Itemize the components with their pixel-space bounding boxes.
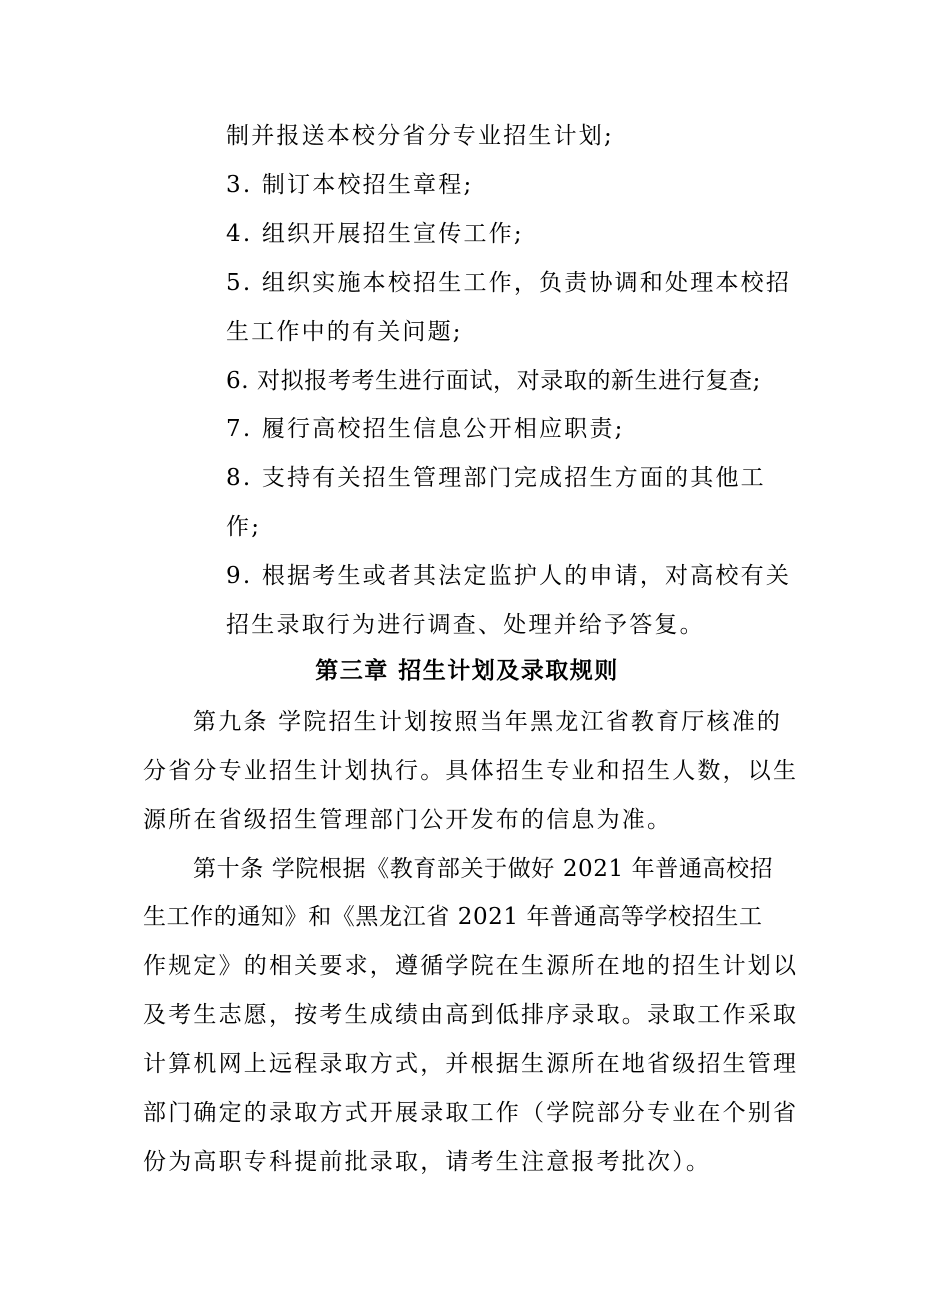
list-item-5-line-1: 5. 组织实施本校招生工作，负责协调和处理本校招 [226,270,792,296]
list-item-9-line-1: 9. 根据考生或者其法定监护人的申请，对高校有关 [226,563,792,589]
article-10-line-4: 及考生志愿，按考生成绩由高到低排序录取。录取工作采取 [143,1002,799,1028]
article-10-line-6: 部门确定的录取方式开展录取工作（学院部分专业在个别省 [143,1100,799,1126]
article-9-line-1: 第九条 学院招生计划按照当年黑龙江省教育厅核准的 [193,709,783,735]
list-item-2-continuation: 制并报送本校分省分专业招生计划; [226,123,614,149]
article-10-line-7: 份为高职专科提前批录取，请考生注意报考批次）。 [143,1149,712,1175]
list-item-5-line-2: 生工作中的有关问题; [226,319,463,345]
article-10-line-5: 计算机网上远程录取方式，并根据生源所在地省级招生管理 [143,1051,799,1077]
list-item-8-line-1: 8. 支持有关招生管理部门完成招生方面的其他工 [226,465,766,491]
list-item-9-line-2: 招生录取行为进行调查、处理并给予答复。 [226,612,705,638]
list-item-8-line-2: 作; [226,514,262,540]
article-9-line-3: 源所在省级招生管理部门公开发布的信息为准。 [143,807,673,833]
article-10-line-2: 生工作的通知》和《黑龙江省 2021 年普通高等学校招生工 [143,904,763,930]
chapter-3-heading: 第三章 招生计划及录取规则 [315,657,619,684]
list-item-6: 6. 对拟报考考生进行面试，对录取的新生进行复查; [226,368,762,394]
list-item-3: 3. 制订本校招生章程; [226,172,474,198]
article-10-line-1: 第十条 学院根据《教育部关于做好 2021 年普通高校招 [193,856,774,882]
list-item-7: 7. 履行高校招生信息公开相应职责; [226,416,625,442]
article-10-line-3: 作规定》的相关要求，遵循学院在生源所在地的招生计划以 [143,953,799,979]
article-9-line-2: 分省分专业招生计划执行。具体招生专业和招生人数，以生 [143,758,799,784]
list-item-4: 4. 组织开展招生宣传工作; [226,221,524,247]
